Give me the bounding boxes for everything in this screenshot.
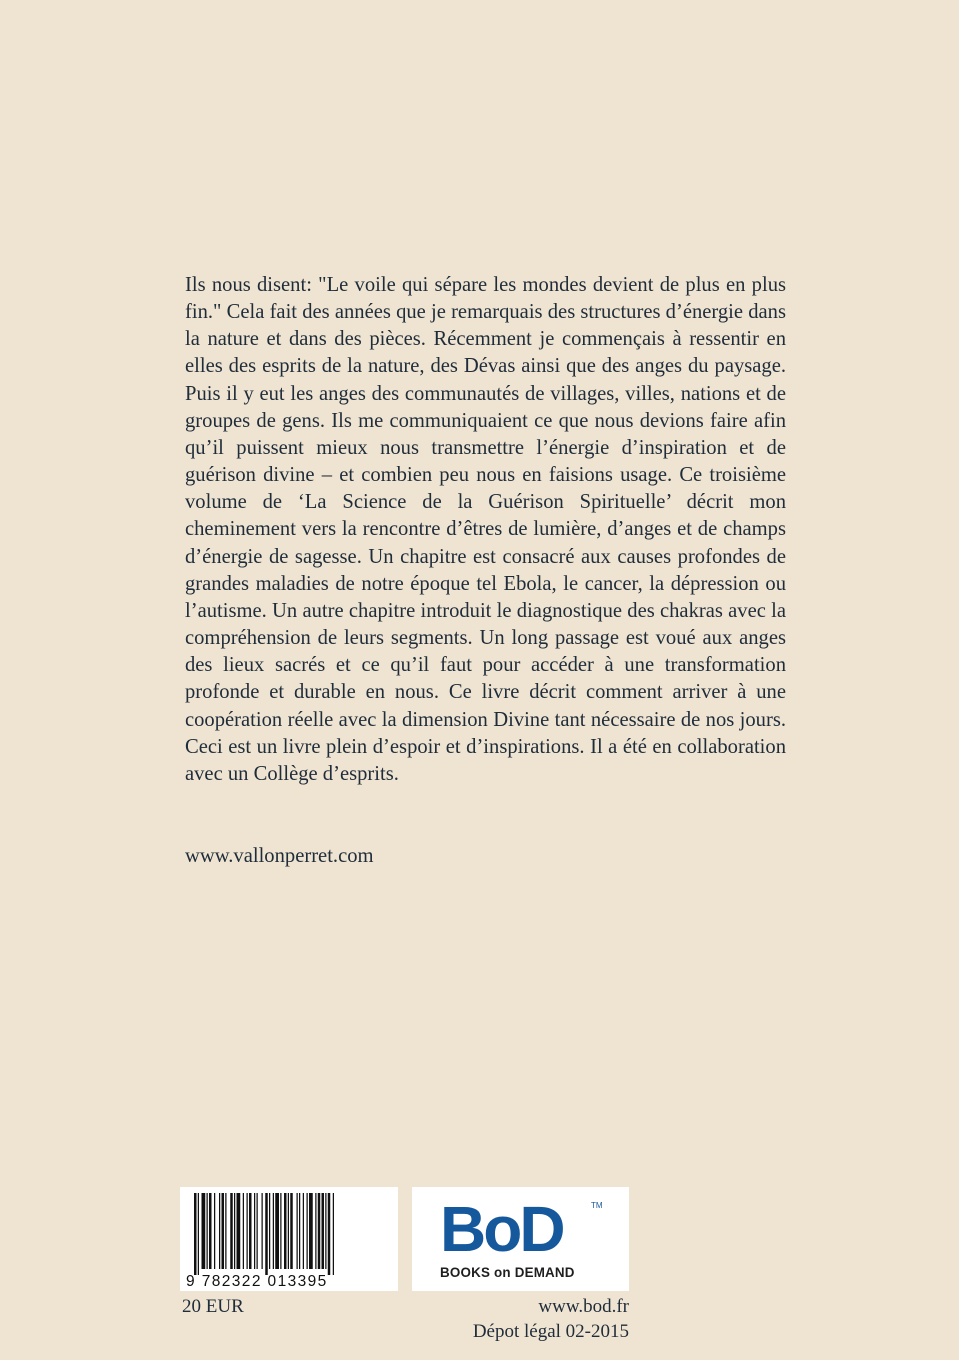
barcode-bar bbox=[269, 1193, 270, 1269]
barcode-bar bbox=[333, 1193, 334, 1275]
publisher-url: www.bod.fr bbox=[538, 1296, 629, 1317]
barcode-bar bbox=[322, 1193, 325, 1269]
barcode-bar bbox=[243, 1193, 244, 1269]
barcode-bar bbox=[194, 1193, 197, 1275]
barcode-bar bbox=[202, 1193, 206, 1269]
barcode-bar bbox=[247, 1193, 248, 1269]
barcode-bar bbox=[257, 1193, 258, 1269]
barcode-bar bbox=[303, 1193, 304, 1269]
barcode-bar bbox=[234, 1193, 235, 1269]
barcode-bar bbox=[280, 1193, 281, 1269]
barcode-bar bbox=[262, 1193, 263, 1269]
barcode-digits: 9 782322 013395 bbox=[186, 1273, 328, 1290]
barcode-bar bbox=[219, 1193, 220, 1269]
isbn-barcode bbox=[180, 1187, 398, 1291]
barcode-bar bbox=[214, 1193, 215, 1269]
barcode-bar bbox=[297, 1193, 298, 1269]
barcode-bar bbox=[275, 1193, 279, 1269]
barcode-bar bbox=[209, 1193, 212, 1269]
barcode-bar bbox=[290, 1193, 293, 1269]
barcode-bar bbox=[309, 1193, 313, 1269]
publisher-logo bbox=[412, 1187, 629, 1291]
back-cover-blurb: Ils nous disent: "Le voile qui sépare les mondes devient de plus en plus fin." Cela fait des années que je remarquais des structures d’énergie dans la nature et dans des pièces. Récemment je commençais à ressentir en elles des esprits de la nature, des Dévas ainsi que des anges du paysage. Puis il y eut les anges des communautés de villages, villes, nations et de groupes de gens. Ils me communiquaient ce que nous devions faire afin qu’il puissent mieux nous transmettre l’énergie d’inspiration et de guérison divine – et combien peu nous en faisions usage. Ce troisième volume de ‘La Science de la Guérison Spirituelle’ décrit mon cheminement vers la rencontre d’êtres de lumière, d’anges et de champs d’énergie de sagesse. Un chapitre est consacré aux causes profondes de grandes maladies de notre époque tel Ebola, le cancer, la dépression ou l’autisme. Un autre chapitre introduit le diagnostique des chakras avec la compréhension de leurs segments. Un long passage est voué aux anges des lieux sacrés et ce qu’il faut pour accéder à une transformation profonde et durable en nous. Ce livre décrit comment arriver à une coopération réelle avec la dimension Divine tant nécessaire de nos jours. Ceci est un livre plein d’espoir et d’inspirations. Il a été en collaboration avec un Collège d’esprits. bbox=[185, 274, 786, 785]
publisher-tagline: BOOKS on DEMAND bbox=[440, 1265, 575, 1280]
legal-deposit: Dépot légal 02-2015 bbox=[472, 1321, 629, 1342]
barcode-bar bbox=[325, 1193, 326, 1269]
barcode-bar bbox=[254, 1193, 255, 1269]
barcode-bar bbox=[299, 1193, 300, 1269]
bod-logo-text: BoD bbox=[440, 1193, 563, 1265]
barcode-bars bbox=[180, 1187, 398, 1291]
barcode-bar bbox=[207, 1193, 208, 1269]
author-website: www.vallonperret.com bbox=[185, 845, 374, 867]
barcode-bar bbox=[249, 1193, 252, 1269]
barcode-bar bbox=[237, 1193, 241, 1269]
barcode-bar bbox=[222, 1193, 225, 1269]
barcode-bar bbox=[328, 1193, 331, 1275]
barcode-bar bbox=[230, 1193, 233, 1269]
barcode-bar bbox=[198, 1193, 199, 1275]
barcode-bar bbox=[315, 1193, 316, 1269]
barcode-bar bbox=[288, 1193, 289, 1269]
barcode-bar bbox=[307, 1193, 308, 1269]
barcode-bar bbox=[225, 1193, 226, 1269]
barcode-bar bbox=[318, 1193, 321, 1269]
barcode-bar bbox=[265, 1193, 268, 1275]
barcode-bar bbox=[284, 1193, 287, 1269]
trademark-mark: TM bbox=[591, 1201, 603, 1210]
price: 20 EUR bbox=[182, 1296, 244, 1317]
barcode-bar bbox=[273, 1193, 274, 1269]
